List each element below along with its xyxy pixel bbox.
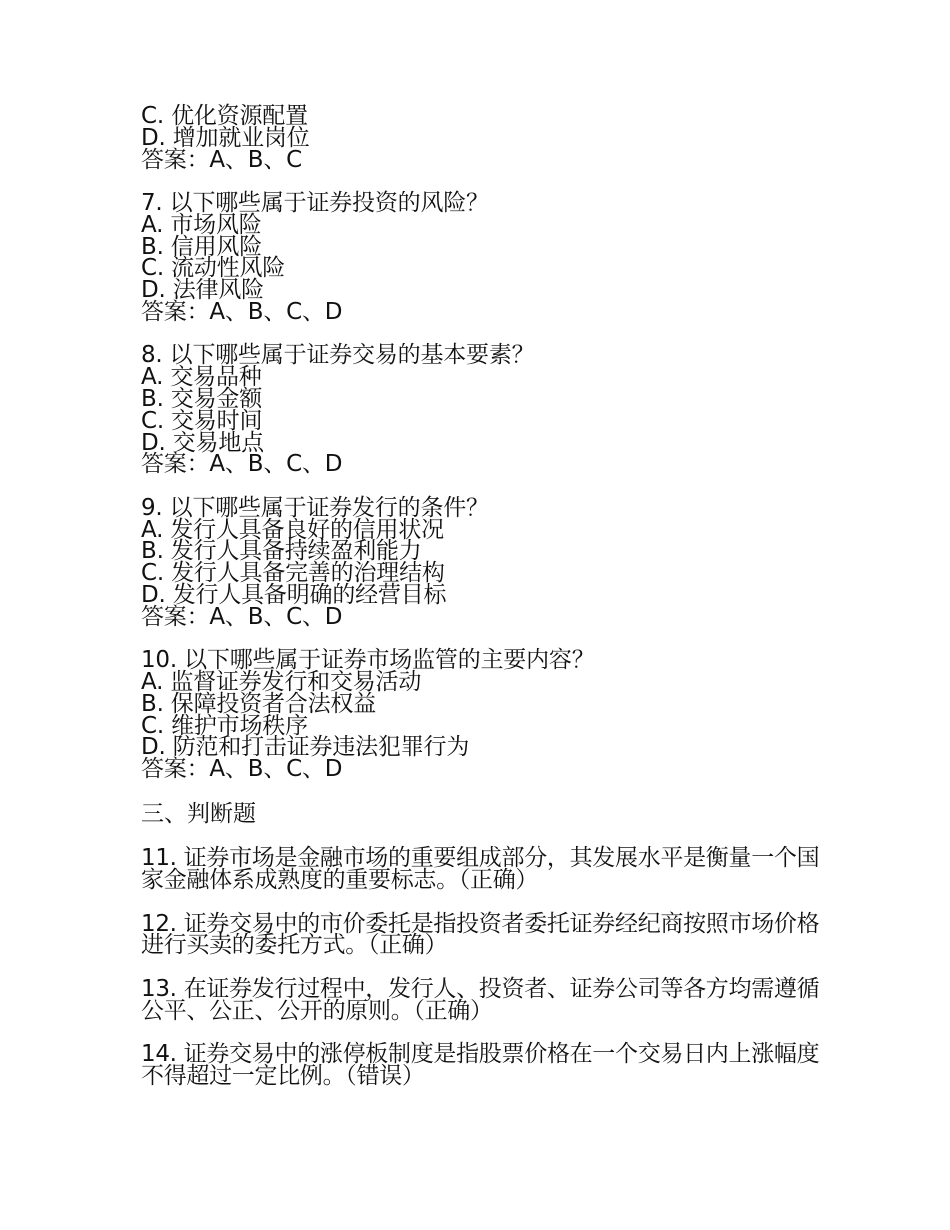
option-c: C. 维护市场秩序 bbox=[141, 712, 308, 739]
option-c: C. 优化资源配置 bbox=[141, 103, 308, 129]
document-page bbox=[141, 103, 821, 1109]
option-d: D. 交易地点 bbox=[141, 429, 264, 456]
option-d: D. 增加就业岗位 bbox=[141, 124, 310, 151]
question-8 bbox=[141, 342, 821, 478]
answer: 答案：A、B、C、D bbox=[141, 451, 343, 478]
option-b: B. 保障投资者合法权益 bbox=[141, 690, 377, 717]
option-c: C. 流动性风险 bbox=[141, 255, 286, 282]
option-c: C. 交易时间 bbox=[141, 407, 263, 434]
option-a: A. 市场风险 bbox=[141, 211, 262, 238]
answer: 答案：A、B、C bbox=[141, 146, 302, 173]
option-a: A. 发行人具备良好的信用状况 bbox=[141, 516, 444, 543]
true-false-item-11: 11. 证券市场是金融市场的重要组成部分，其发展水平是衡量一个国家金融体系成熟度的重要标志。（正确） bbox=[141, 845, 820, 894]
question-7 bbox=[141, 189, 821, 325]
answer: 答案：A、B、C、D bbox=[141, 298, 343, 325]
question-text: 10. 以下哪些属于证券市场监管的主要内容？ bbox=[141, 647, 595, 674]
true-false-item-13: 13. 在证券发行过程中，发行人、投资者、证券公司等各方均需遵循公平、公正、公开的原则。（正确） bbox=[141, 975, 820, 1024]
answer: 答案：A、B、C、D bbox=[141, 756, 343, 783]
option-a: A. 交易品种 bbox=[141, 364, 262, 391]
option-c: C. 发行人具备完善的治理结构 bbox=[141, 560, 445, 587]
answer: 答案：A、B、C、D bbox=[141, 603, 343, 630]
true-false-item-14: 14. 证券交易中的涨停板制度是指股票价格在一个交易日内上涨幅度不得超过一定比例。（错误） bbox=[141, 1041, 820, 1089]
option-d: D. 防范和打击证券违法犯罪行为 bbox=[141, 734, 470, 761]
option-b: B. 发行人具备持续盈利能力 bbox=[141, 538, 422, 565]
question-text: 7. 以下哪些属于证券投资的风险？ bbox=[141, 189, 489, 216]
option-d: D. 发行人具备明确的经营目标 bbox=[141, 581, 447, 608]
question-text: 9. 以下哪些属于证券发行的条件？ bbox=[141, 494, 489, 521]
true-false-item-12: 12. 证券交易中的市价委托是指投资者委托证券经纪商按照市场价格进行买卖的委托方式。（正确） bbox=[141, 910, 820, 959]
question-10 bbox=[141, 647, 821, 783]
question-text: 8. 以下哪些属于证券交易的基本要素？ bbox=[141, 342, 535, 369]
option-b: B. 交易金额 bbox=[141, 385, 263, 412]
section-heading-true-false: 三、判断题 bbox=[141, 801, 256, 828]
option-b: B. 信用风险 bbox=[141, 233, 263, 260]
question-6-tail bbox=[141, 103, 821, 173]
option-a: A. 监督证券发行和交易活动 bbox=[141, 668, 422, 695]
option-d: D. 法律风险 bbox=[141, 277, 264, 304]
question-9 bbox=[141, 494, 821, 630]
